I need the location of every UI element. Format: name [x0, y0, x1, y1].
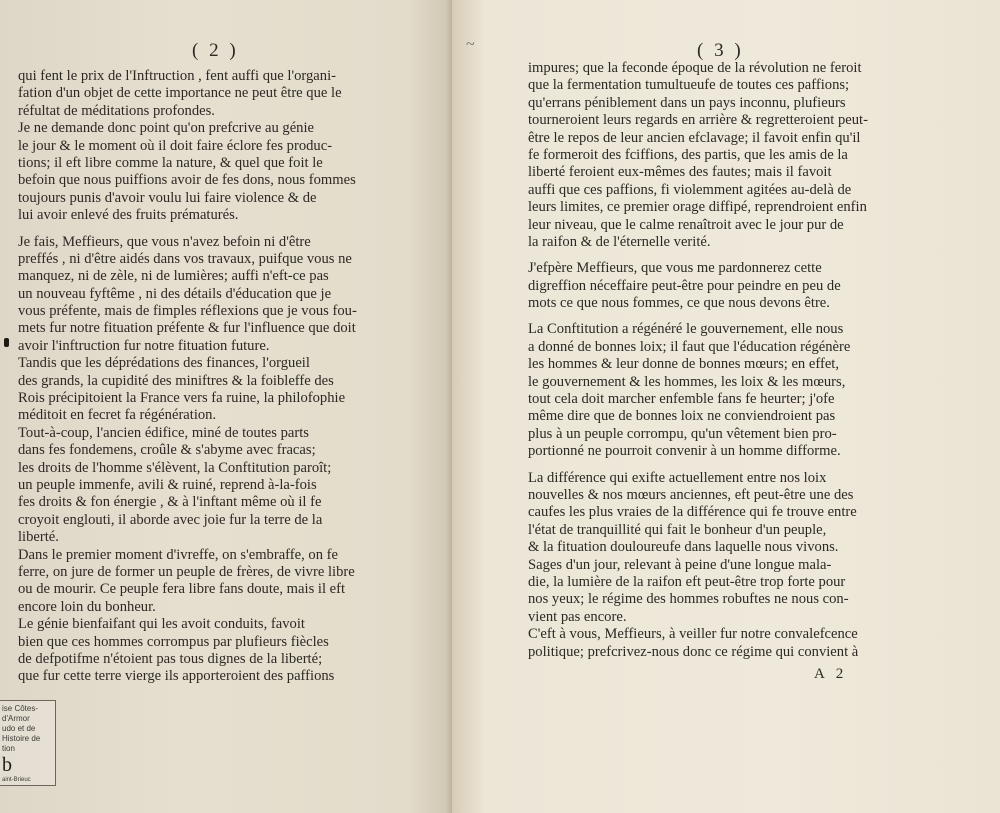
text-line: vous préfente, mais de fimples réflexions que je vous fou- [18, 303, 357, 320]
text-line: politique; prefcrivez-nous donc ce régime qui convient à [528, 643, 859, 660]
text-line: toujours punis d'avoir voulu lui faire violence & de [18, 189, 317, 206]
page-number-right: ( 3 ) [697, 40, 744, 61]
text-line: croyoit englouti, il aborde avec joie fur la terre de la [18, 511, 323, 528]
text-line: mots ce que nous fommes, ce que nous devons être. [528, 295, 830, 312]
text-line: Le génie bienfaifant qui les avoit conduits, favoit [18, 616, 305, 633]
text-line: méditoit en fecret fa régénération. [18, 407, 217, 424]
text-line: leur niveau, que le calme renaîtroit avec le jour pur de [528, 216, 844, 233]
left-page [0, 0, 452, 813]
text-line: la raifon & de l'éternelle verité. [528, 233, 711, 250]
text-line: même dire que de bonnes loix ne conviendroient pas [528, 408, 836, 425]
text-line: un peuple immenfe, avili & ruiné, reprend à-la-fois [18, 476, 317, 493]
text-line: nos yeux; le régime des hommes robuftes ne nous con- [528, 591, 849, 608]
text-line: l'état de tranquillité qui fait le bonheur d'un peuple, [528, 521, 827, 538]
ink-stroke: ~ [466, 36, 475, 53]
text-line: Rois précipitoient la France vers fa ruine, la philofophie [18, 390, 346, 407]
text-line: leurs limites, ce premier orage diffipé, reprendroient enfin [528, 199, 867, 216]
text-line: de defpotifme n'étoient pas tous dignes de la liberté; [18, 650, 323, 667]
text-line: fes droits & fon énergie , & à l'inftant même où il fe [18, 494, 322, 511]
text-line: J'efpère Meffieurs, que vous me pardonnerez cette [528, 260, 822, 277]
text-line: Tout-à-coup, l'ancien édifice, miné de toutes parts [18, 424, 309, 441]
text-line: le jour & le moment où il doit faire éclore fes produc- [18, 137, 333, 154]
text-line: Je fais, Meffieurs, que vous n'avez befoin ni d'être [18, 233, 311, 250]
library-stamp [0, 700, 56, 786]
text-line: des grands, la cupidité des miniftres & la foibleffe des [18, 372, 334, 389]
text-line: Dans le premier moment d'ivreffe, on s'embraffe, on fe [18, 546, 338, 563]
text-line: portionné ne pourroit convenir à un homme difforme. [528, 443, 841, 460]
text-line: dans fes fondemens, croûle & s'abyme avec fracas; [18, 442, 316, 459]
text-line: fe formeroit des fciffions, des partis, que les amis de la [528, 146, 848, 163]
text-line: mets fur notre fituation préfente & fur l'influence que doit [18, 320, 356, 337]
stamp-text [2, 704, 53, 754]
text-line: qu'errans péniblement dans un pays inconnu, plufieurs [528, 94, 846, 111]
text-line: un nouveau fyftême , ni des détails d'éducation que je [18, 285, 332, 302]
text-line: Sages d'un jour, relevant à peine d'une longue mala- [528, 556, 832, 573]
text-line: Tandis que les déprédations des finances, l'orgueil [18, 355, 310, 372]
text-line: befoin que nous puiffions avoir de fes dons, nous fommes [18, 172, 356, 189]
text-line: ou de mourir. Ce peuple fera libre fans doute, mais il eft [18, 581, 346, 598]
text-line: La différence qui exifte actuellement entre nos loix [528, 469, 827, 486]
text-line: a donné de bonnes loix; il faut que l'éducation régénère [528, 338, 851, 355]
text-line: le gouvernement & les hommes, les loix & les mœurs, [528, 373, 846, 390]
right-page-text [528, 60, 908, 661]
stamp-line: udo et de [2, 724, 36, 733]
stamp-line: ise Côtes-d'Armor [2, 704, 39, 723]
text-line: liberté feroient eux-mêmes des fautes; mais il favoit [528, 164, 832, 181]
text-line: les hommes & leur donne de bonnes mœurs; en effet, [528, 356, 839, 373]
page-number-left: ( 2 ) [192, 40, 239, 61]
text-line: bien que ces hommes corrompus par plufieurs fiècles [18, 633, 329, 650]
text-line: vient pas encore. [528, 608, 627, 625]
text-line: tourneroient leurs regards en arrière & regretteroient peut- [528, 112, 868, 129]
stamp-line: tion [2, 744, 15, 753]
text-line: ferre, on jure de former un peuple de frères, de vivre libre [18, 563, 355, 580]
text-line: manquez, ni de zèle, ni de lumières; auffi n'eft-ce pas [18, 268, 329, 285]
paragraph-gap [528, 251, 908, 260]
text-line: nouvelles & nos mœurs anciennes, eft peut-être une des [528, 486, 854, 503]
text-line: tions; il eft libre comme la nature, & quel que foit le [18, 154, 323, 171]
text-line: C'eft à vous, Meffieurs, à veiller fur notre convalefcence [528, 626, 858, 643]
right-page [452, 0, 1000, 813]
text-line: les droits de l'homme s'élèvent, la Conftitution paroît; [18, 459, 332, 476]
text-line: digreffion néceffaire peut-être pour peindre en peu de [528, 277, 841, 294]
text-line: que la fermentation tumultueufe de toutes ces paffions; [528, 77, 850, 94]
paragraph-gap [18, 225, 396, 234]
paragraph-gap [528, 312, 908, 321]
stamp-footer: aint-Brieuc [2, 777, 31, 783]
text-line: impures; que la feconde époque de la révolution ne feroit [528, 60, 862, 76]
text-line: Je ne demande donc point qu'on prefcrive au génie [18, 120, 315, 137]
text-line: tout cela doit marcher enfemble fans fe heurter; j'ofe [528, 391, 835, 408]
text-line: que fur cette terre vierge ils apporteroient des paffions [18, 668, 335, 685]
text-line: caufes les plus vraies de la différence qui fe trouve entre [528, 504, 857, 521]
text-line: encore loin du bonheur. [18, 598, 156, 615]
text-line: La Conftitution a régénéré le gouvernement, elle nous [528, 321, 844, 338]
stamp-line: Histoire de [2, 734, 41, 743]
text-line: plus à un peuple corrompu, qu'un vêtement bien pro- [528, 425, 837, 442]
text-line: fation d'un objet de cette importance ne peut être que le [18, 85, 342, 102]
text-line: être le repos de leur ancien efclavage; il favoit enfin qu'il [528, 129, 861, 146]
text-line: auffi que ces paffions, fi violemment agitées au-delà de [528, 181, 852, 198]
left-page-text [18, 68, 396, 686]
text-line: qui fent le prix de l'Inftruction , fent auffi que l'organi- [18, 68, 336, 84]
signature-mark: A 2 [814, 666, 848, 682]
text-line: lui avoir enlevé des fruits prématurés. [18, 207, 239, 224]
text-line: avoir l'inftruction fur notre fituation future. [18, 337, 270, 354]
text-line: & la fituation douloureufe dans laquelle nous vivons. [528, 539, 839, 556]
margin-mark [4, 338, 9, 347]
text-line: preffés , ni d'être aidés dans vos travaux, puifque vous ne [18, 250, 352, 267]
stamp-mark: b [2, 754, 12, 776]
text-line: réfultat de méditations profondes. [18, 102, 215, 119]
text-line: liberté. [18, 529, 59, 546]
paragraph-gap [528, 461, 908, 470]
text-line: die, la lumière de la raifon eft peut-être trop forte pour [528, 573, 846, 590]
